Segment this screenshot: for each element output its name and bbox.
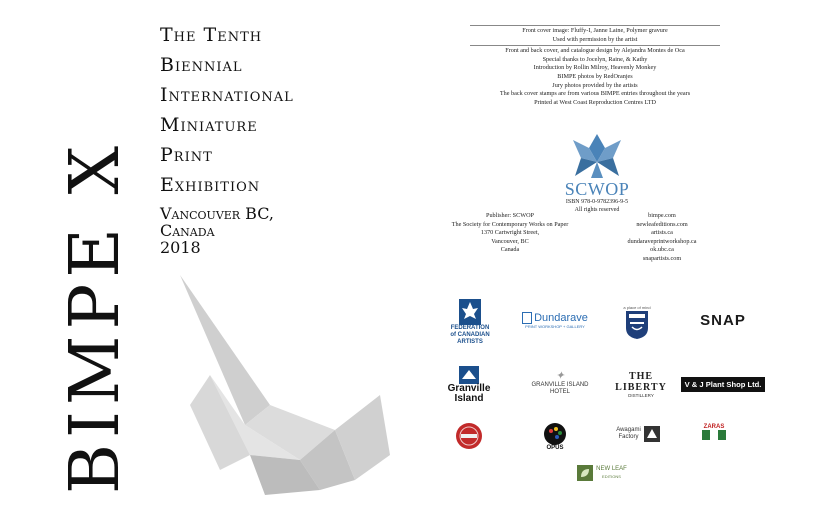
credit-line: Special thanks to Jocelyn, Raine, & Kathy [542,55,648,63]
title-line: Biennial [160,54,243,76]
awagami-factory-logo [606,422,670,446]
vj-plant-shop-wordmark: V & J Plant Shop Ltd. [681,377,766,392]
website-link[interactable]: bimpe.com [648,212,676,219]
exhibition-title [160,20,294,200]
opus-wordmark: OPUS [546,445,564,451]
origami-crane-illustration [150,255,410,500]
website-link[interactable]: ok.ubc.ca [650,246,674,254]
credit-line: Introduction by Rollin Milroy, Heavenly Monkey [533,64,657,72]
address-line: Vancouver, BC [491,237,529,245]
editions-line: EDITIONS [602,474,621,479]
rights-note: All rights reserved [574,207,620,213]
title-line: International [160,84,294,106]
credit-line: Jury photos provided by the artists [552,81,638,89]
hotel-line: GRANVILLE ISLAND [531,381,589,388]
venue-line: Canada [160,221,215,240]
address-line: Publisher: SCWOP [486,212,534,219]
permission-note: Used with permission by the artist [552,35,638,43]
awagami-emblem-icon [644,426,660,442]
title-line: The Tenth [160,24,263,46]
credit-line: BIMPE photos by RedOranjes [557,72,633,80]
title-line: Miniature [160,114,258,136]
credits-block [470,24,720,107]
ubc-tagline: a place of mind [623,304,651,310]
snap-logo: SNAP [700,311,746,329]
fca-logo [440,292,500,352]
website-link[interactable]: dundaraveprintworkshop.ca [627,237,697,245]
granville-island-hotel-logo [520,362,600,402]
title-line: Exhibition [160,174,261,196]
isbn: ISBN 978-0-9782396-9-5 [565,199,629,205]
divider [470,45,720,46]
credit-line: The back cover stamps are from various BIMPE entries throughout the years [499,90,691,98]
website-list [612,212,712,264]
vertical-title: BIMPE X [56,140,135,494]
vj-plant-shop-logo [684,376,762,392]
cover-image-credit: Front cover image: Fluffy-I, Janne Laine, Polymer gravure [522,27,668,34]
maple-leaf-icon [459,299,481,325]
scwop-wordmark: SCWOP [564,179,630,199]
website-link[interactable]: snapartists.com [642,254,682,262]
red-seal-icon [454,421,484,451]
island-line: Island [454,393,484,404]
granville-island-logo [444,360,494,410]
ubc-logo [616,298,658,346]
new-leaf-editions-logo [566,462,638,484]
liberty-wordmark: THE LIBERTY [615,370,667,393]
zaras-awning-icon [694,430,734,440]
address-line: The Society for Contemporary Works on Paper [451,220,569,228]
new-leaf-line: NEW LEAF [596,466,627,472]
address-line: Canada [500,246,520,254]
print-press-icon [522,312,532,324]
liberty-distillery-logo [608,370,674,398]
credit-line: Printed at West Coast Reproduction Centres LTD [534,98,656,106]
leaf-icon [577,465,593,481]
frog-origami-icon [569,132,625,180]
opus-palette-icon [544,423,566,445]
title-line: Print [160,144,213,166]
ubc-crest-icon [625,310,649,340]
dundarave-subtitle: PRINT WORKSHOP + GALLERY [525,323,585,329]
dundarave-logo [518,308,592,332]
fca-line: of CANADIAN [450,331,490,338]
publisher-address [440,212,580,255]
address-line: 1370 Cartwright Street, [480,229,540,237]
venue-line: 2018 [160,238,201,257]
factory-line: Factory [618,434,639,440]
dundarave-wordmark: Dundarave [534,311,588,324]
hotel-line: HOTEL [549,388,570,395]
fca-line: ARTISTS [457,338,483,345]
website-link[interactable]: newleafeditions.com [636,220,688,228]
scwop-logo-block [552,132,642,214]
awagami-line: Awagami [616,427,641,433]
granville-island-icon [459,366,479,384]
red-seal-logo [451,418,487,454]
zaras-wordmark: ZARAS [703,424,725,430]
fca-line: FEDERATION [450,324,490,331]
opus-logo [540,420,570,454]
venue-line: Vancouver BC, [160,204,274,223]
zaras-logo [690,420,738,444]
website-link[interactable]: artists.ca [651,229,673,237]
divider [470,25,720,26]
venue-location [160,205,274,256]
liberty-subtitle: DISTILLERY [628,392,654,398]
hotel-monogram-icon: ✦ [555,368,565,382]
credit-line: Front and back cover, and catalogue design by Alejandra Montes de Oca [505,47,685,55]
granville-line: Granville [447,383,491,394]
